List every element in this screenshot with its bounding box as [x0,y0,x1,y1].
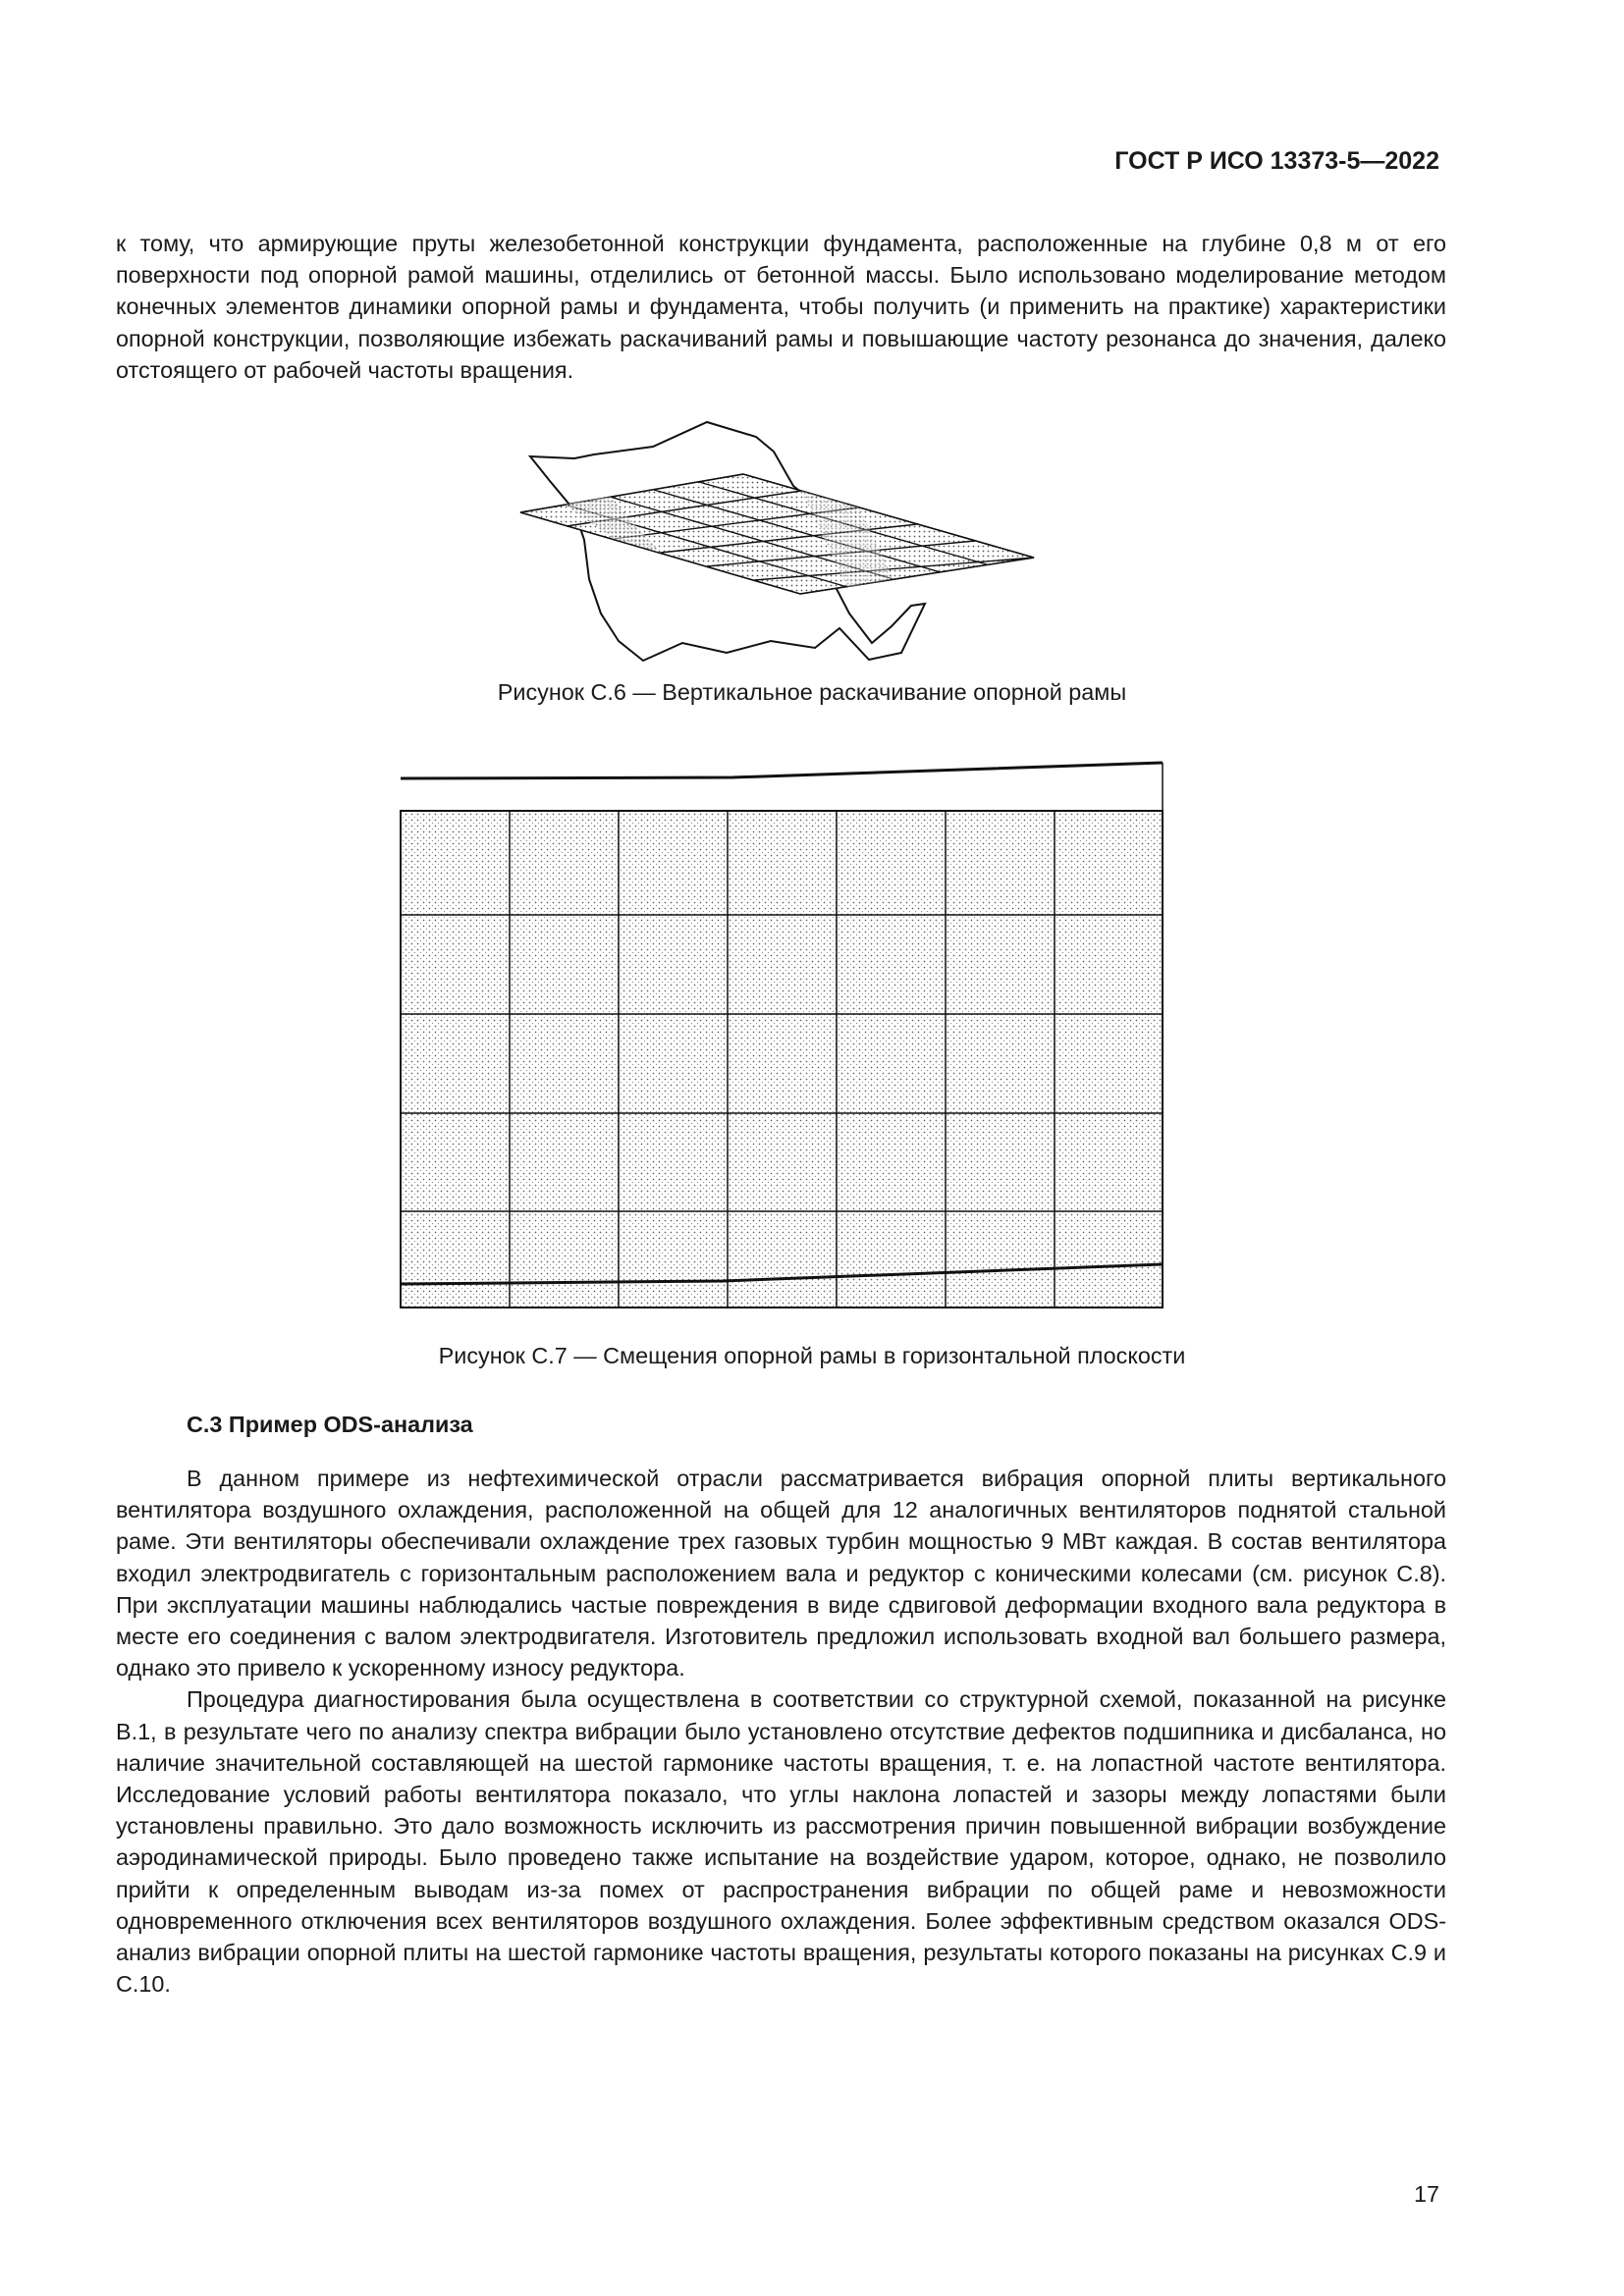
figure-c7-drawing [399,754,1170,1313]
section-paragraph: В данном примере из нефтехимической отрасли рассматривается вибрация опорной плиты вертикального вентилятора воздушного охлаждения, расположенной на общей для 12 аналогичных вентиляторов поднятой стальной раме. Эти вентиляторы обеспечивали охлаждение трех газовых турбин мощностью 9 МВт каждая. В состав вентилятора входил электродвигатель с горизонтальным расположением вала и редуктор с коническими колесами (см. рисунок С.8). При эксплуатации машины наблюдались частые повреждения в виде сдвиговой деформации входного вала редуктора в месте его соединения с валом электродвигателя. Изготовитель предложил использовать входной вал большего размера, однако это привело к ускоренному износу редуктора. [116,1466,1446,1682]
page-number: 17 [1413,2181,1439,2207]
frame-mesh [520,474,1034,594]
section-body [116,1463,1446,2000]
document-id-header: ГОСТ Р ИСО 13373-5—2022 [1114,147,1439,175]
frame-grid [401,811,1163,1308]
intro-text: к тому, что армирующие пруты железобетонной конструкции фундамента, расположенные на глубине 0,8 м от его поверхности под опорной рамой машины, отделились от бетонной массы. Было использовано моделирование методом конечных элементов динамики опорной рамы и фундамента, чтобы получить (и применить на практике) характеристики опорной конструкции, позволяющие избежать раскачиваний рамы и повышающие частоту резонанса до значения, далеко отстоящего от рабочей частоты вращения. [116,231,1446,383]
section-paragraph: Процедура диагностирования была осуществлена в соответствии со структурной схемой, показанной на рисунке В.1, в результате чего по анализу спектра вибрации было установлено отсутствие дефектов подшипника и дисбаланса, но наличие значительной составляющей на шестой гармонике частоты вращения, т. е. на лопастной частоте вентилятора. Исследование условий работы вентилятора показало, что углы наклона лопастей и зазоры между лопастями были установлены правильно. Это дало возможность исключить из рассмотрения причин повышенной вибрации возбуждение аэродинамической природы. Было проведено также испытание на воздействие ударом, которое, однако, не позволило прийти к определенным выводам из-за помех от распространения вибрации по общей раме и невозможности одновременного отключения всех вентиляторов воздушного охлаждения. Более эффективным средством оказался ODS-анализ вибрации опорной плиты на шестой гармонике частоты вращения, результаты которого показаны на рисунках С.9 и С.10. [116,1686,1446,1998]
figure-c7-caption: Рисунок С.7 — Смещения опорной рамы в горизонтальной плоскости [438,1343,1186,1368]
displacement-line-top [401,763,1163,778]
figure-c6-drawing [520,417,1041,672]
figure-c6-caption: Рисунок С.6 — Вертикальное раскачивание опорной рамы [497,679,1127,705]
intro-paragraph [116,228,1446,386]
section-heading: С.3 Пример ODS-анализа [187,1412,473,1437]
